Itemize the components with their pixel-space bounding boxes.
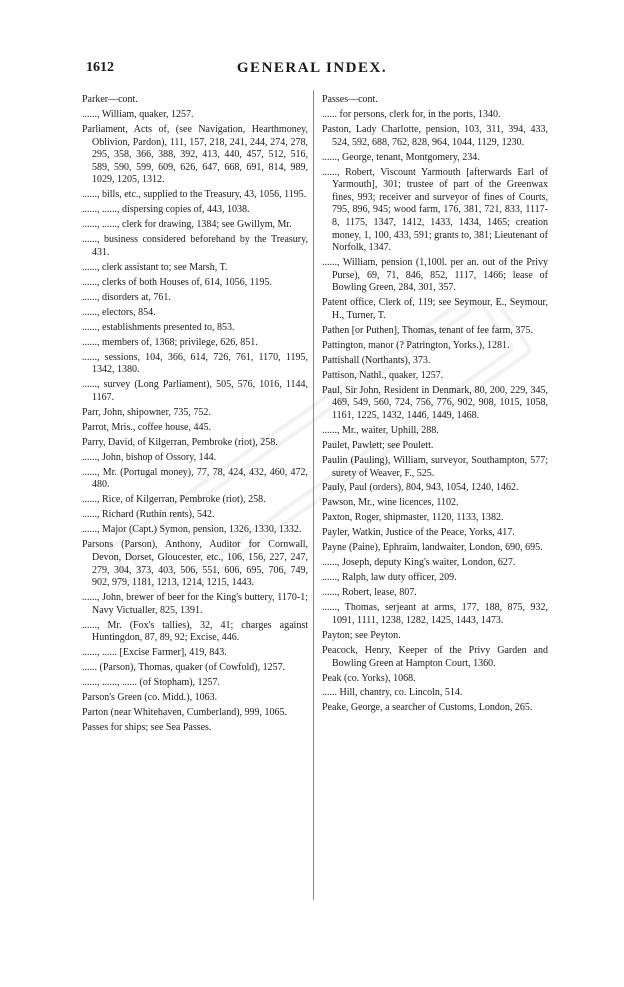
index-entry: ......, Robert, lease, 807. [322, 587, 417, 599]
left-index-column [82, 94, 308, 737]
index-entry: ......, William, quaker, 1257. [82, 108, 194, 120]
index-entry: Pattison, Nathl., quaker, 1257. [322, 369, 444, 381]
index-entry: ......, Mr. (Fox's tallies), 32, 41; charges against Huntingdon, 87, 89, 92; Excise, 446. [82, 619, 308, 644]
index-entry: ......, survey (Long Parliament), 505, 576, 1016, 1144, 1167. [82, 379, 308, 403]
index-entry: Parrot, Mris., coffee house, 445. [82, 421, 211, 433]
index-entry: Pathen [or Puthen], Thomas, tenant of fee farm, 375. [322, 324, 533, 336]
index-entry: Paul, Sir John, Resident in Denmark, 80, 200, 229, 345, 469, 549, 560, 724, 756, 776, 902, 908, 1015, 1058, 1161, 1225, 1432, 1446, 1449, 1468. [322, 384, 548, 421]
index-entry: ...... (Parson), Thomas, quaker (of Cowfold), 1257. [82, 662, 286, 674]
index-entry: Paxton, Roger, shipmaster, 1120, 1133, 1382. [322, 512, 504, 524]
index-entry: ......, establishments presented to, 853. [82, 321, 235, 333]
index-entry: ......, clerk assistant to; see Marsh, T. [82, 261, 228, 273]
index-entry: ......, John, brewer of beer for the King's buttery, 1170-1; Navy Victualler, 825, 1391. [82, 592, 308, 616]
index-entry: Peake, George, a searcher of Customs, London, 265. [322, 702, 533, 714]
index-entry: Parson's Green (co. Midd.), 1063. [82, 692, 218, 704]
index-entry: Pauly, Paul (orders), 804, 943, 1054, 1240, 1462. [322, 482, 519, 494]
index-entry: ......, ......, dispersing copies of, 443, 1038. [82, 204, 250, 216]
index-entry: ......, Mr. (Portugal money), 77, 78, 424, 432, 460, 472, 480. [82, 466, 308, 491]
index-entry: Parker—cont. [82, 94, 138, 105]
index-entry: Parliament, Acts of, (see Navigation, Hearthmoney, Oblivion, Pardon), 111, 157, 218, 241, 244, 274, 278, 295, 358, 366, 388, 392, 413, 440, 457, 512, 516, 589, 590, 599, 609, 626, 647, 668, 691, 814, 989, 1029, 1205, 1312. [82, 123, 308, 186]
index-entry: ......, clerks of both Houses of, 614, 1056, 1195. [82, 276, 272, 288]
index-entry: ...... Hill, chantry, co. Lincoln, 514. [322, 687, 463, 699]
page-title: GENERAL INDEX. [236, 60, 388, 76]
index-entry: ......, Mr., waiter, Uphill, 288. [322, 424, 439, 436]
index-entry: ......, ......, clerk for drawing, 1384; see Gwillym, Mr. [82, 219, 292, 231]
index-entry: Pattington, manor (? Patrington, Yorks.), 1281. [322, 339, 510, 351]
index-entry: ......, Richard (Ruthin rents), 542. [82, 509, 215, 521]
column-divider [313, 90, 314, 900]
page-number: 1612 [86, 60, 114, 75]
index-entry: Pawson, Mr., wine licences, 1102. [322, 497, 459, 509]
index-entry: ......, electors, 854. [82, 306, 156, 318]
index-entry: ......, bills, etc., supplied to the Treasury, 43, 1056, 1195. [82, 189, 307, 201]
index-entry: ......, Ralph, law duty officer, 209. [322, 572, 457, 584]
index-entry: ......, ...... [Excise Farmer], 419, 843. [82, 647, 227, 659]
index-entry: ......, disorders at, 761. [82, 291, 171, 303]
index-entry: ......, ......, ...... (of Stopham), 1257. [82, 677, 221, 689]
index-entry: Peak (co. Yorks), 1068. [322, 672, 416, 684]
index-entry: ......, Joseph, deputy King's waiter, London, 627. [322, 557, 516, 569]
index-entry: ......, business considered beforehand by the Treasury, 431. [82, 234, 308, 258]
index-entry: Paulet, Pawlett; see Poulett. [322, 439, 434, 451]
index-entry: Peacock, Henry, Keeper of the Privy Garden and Bowling Green at Hampton Court, 1360. [322, 644, 548, 669]
index-entry: Passes for ships; see Sea Passes. [82, 722, 212, 734]
index-entry: ......, Thomas, serjeant at arms, 177, 188, 875, 932, 1091, 1111, 1238, 1282, 1425, 1443, 1473. [322, 602, 548, 626]
index-entry: Payne (Paine), Ephraim, landwaiter, London, 690, 695. [322, 542, 543, 554]
index-entry: Patent office, Clerk of, 119; see Seymour, E., Seymour, H., Turner, T. [322, 297, 548, 321]
index-entry: Payton; see Peyton. [322, 629, 401, 641]
index-entry: Paulin (Pauling), William, surveyor, Southampton, 577; surety of Weaver, F., 525. [322, 454, 548, 479]
page-header [86, 60, 538, 82]
index-entry: ......, Rice, of Kilgerran, Pembroke (riot), 258. [82, 494, 266, 506]
index-entry: Parsons (Parson), Anthony, Auditor for Cornwall, Devon, Dorset, Gloucester, etc., 106, 156, 227, 247, 279, 304, 373, 403, 506, 551, 606, 695, 706, 749, 902, 979, 1181, 1213, 1214, 1215, 1443. [82, 539, 308, 589]
index-entry: Pattishall (Northants), 373. [322, 354, 431, 366]
right-index-column [322, 94, 548, 717]
index-entry: Parton (near Whitehaven, Cumberland), 999, 1065. [82, 707, 288, 719]
index-entry: ...... for persons, clerk for, in the ports, 1340. [322, 108, 501, 120]
index-entry: Parr, John, shipowner, 735, 752. [82, 406, 211, 418]
index-entry: Paston, Lady Charlotte, pension, 103, 311, 394, 433, 524, 592, 688, 762, 828, 964, 1044, 1129, 1230. [322, 123, 548, 148]
index-entry: Payler, Watkin, Justice of the Peace, Yorks, 417. [322, 527, 515, 539]
index-entry: ......, John, bishop of Ossory, 144. [82, 451, 217, 463]
index-entry: ......, George, tenant, Montgomery, 234. [322, 151, 480, 163]
index-entry: ......, William, pension (1,100l. per an. out of the Privy Purse), 69, 71, 846, 852, 1117, 1466; lease of Bowling Green, 284, 301, 357. [322, 257, 548, 294]
index-entry: Passes—cont. [322, 94, 378, 105]
index-entry: ......, Major (Capt.) Symon, pension, 1326, 1330, 1332. [82, 524, 302, 536]
index-entry: Parry, David, of Kilgerran, Pembroke (riot), 258. [82, 436, 278, 448]
index-entry: ......, members of, 1368; privilege, 626, 851. [82, 336, 258, 348]
index-entry: ......, Robert, Viscount Yarmouth [afterwards Earl of Yarmouth], 301; trustee of part of the Greenwax fines, 993; receiver and surveyor of fines of Courts, 795, 896, 945; wood farm, 176, 381, 721, 833, 1117-8, 1175, 1347, 1412, 1433, 1434, 1465; creation money, 1, 100, 433, 591; grants to, 381; Lieutenant of Norfolk, 1347. [322, 166, 548, 254]
index-entry: ......, sessions, 104, 366, 614, 726, 761, 1170, 1195, 1342, 1380. [82, 351, 308, 376]
